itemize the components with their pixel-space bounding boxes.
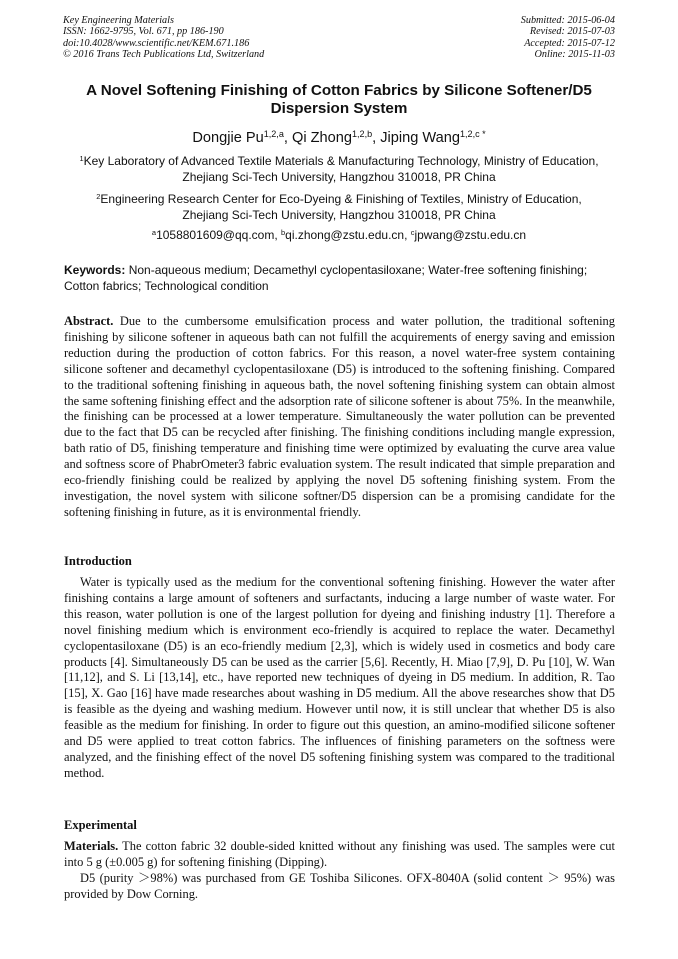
keywords	[64, 263, 615, 295]
email-list: $^a$1058801609@qq.com, $^b$qi.zhong@zstu.edu.cn, $^c$jpwang@zstu.edu.cn	[151, 227, 527, 242]
materials-label: Materials.	[64, 839, 119, 853]
author-list: Dongjie Pu$^{1,2,a}$, Qi Zhong$^{1,2,b}$, Jiping Wang$^{1,2,c *}$	[192, 129, 486, 146]
submitted-date: Submitted: 2015-06-04	[520, 15, 615, 26]
copyright-line: © 2016 Trans Tech Publications Ltd, Switzerland	[63, 48, 265, 60]
author-name: Jiping Wang	[380, 130, 461, 146]
affiliation	[40, 192, 638, 223]
doi-line[interactable]: doi:10.4028/www.scientific.net/KEM.671.186	[63, 37, 250, 49]
materials-paragraph-2: D5 (purity ＞98%) was purchased from GE Toshiba Silicones. OFX-8040A (solid content ＞ 95%) was provided by Dow Corning.	[64, 871, 615, 901]
author-affiliation-mark: 1,2,b	[352, 129, 373, 140]
affiliation-number: 1	[79, 153, 84, 163]
email-address[interactable]: 1058801609@qq.com	[156, 228, 275, 242]
author-affiliation-mark: 1,2,c *	[460, 129, 486, 140]
section-heading-introduction: Introduction	[64, 554, 132, 568]
author-affiliation-mark: 1,2,a	[263, 129, 284, 140]
revised-date: Revised: 2015-07-03	[529, 26, 615, 38]
journal-name: Key Engineering Materials	[63, 15, 174, 26]
email-mark: b	[281, 227, 286, 237]
issn-line: ISSN: 1662-9795, Vol. 671, pp 186-190	[63, 26, 224, 38]
section-heading-experimental: Experimental	[64, 818, 137, 832]
affiliation-line: Engineering Research Center for Eco-Dyeing & Finishing of Textiles, Ministry of Education,	[100, 192, 582, 206]
affiliation-line: Zhejiang Sci-Tech University, Hangzhou 310018, PR China	[182, 169, 496, 184]
materials-text: The cotton fabric 32 double-sided knitted without any finishing was used. The samples were cut into 5 g (±0.005 g) for softening finishing (Dipping).	[64, 839, 615, 869]
author-name: Dongjie Pu	[192, 130, 264, 146]
affiliation-line: Zhejiang Sci-Tech University, Hangzhou 310018, PR China	[182, 207, 496, 222]
journal-header-right	[521, 15, 615, 60]
online-date: Online: 2015-11-03	[534, 48, 615, 60]
paper-title: A Novel Softening Finishing of Cotton Fabrics by Silicone Softener/D5 Dispersion System	[86, 82, 592, 117]
abstract-text: Due to the cumbersome emulsification process and water pollution, the traditional softening finishing by silicone softener in aqueous bath can not fulfill the acquirements of energy saving and emission reduction during the production of cotton fabrics. For this reason, a novel water-free system containing silicone softener and decamethyl cyclopentasiloxane (D5) is introduced to the softening finishing. Compared to the traditional softening finishing in aqueous bath, the novel softening finishing system can obtain almost the same softening finishing effect and the adsorption rate of silicone softener is about 75%. In the meanwhile, the finishing can be processed at a lower temperature. Simultaneously the water pollution can be prevented due to the fact that D5 can be recycled after finishing. The finishing conditions including mangle expression, bath ratio of D5, finishing temperature and finishing time were optimized by evaluating the curve area value and softness score of PhabrOmeter3 fabric evaluation system. The result indicated that simple preparation and eco-friendly finishing could be realized by applying the novel D5 softening finishing system. From the investigation, the novel system with silicone softner/D5 dispersion can be a promising candidate for the softening finishing in future, as it is environmental friendly.	[64, 314, 615, 519]
affiliation	[40, 154, 638, 185]
abstract	[64, 314, 615, 521]
affiliation-number: 2	[96, 191, 101, 201]
author-name: Qi Zhong	[291, 130, 352, 146]
introduction-paragraph: Water is typically used as the medium for the conventional softening finishing. However the water after finishing contains a large amount of softeners and surfactants, inducing a large number of waste water. For this reason, water pollution is one of the largest pollution for dyeing and finishing industry [1]. Therefore a novel finishing medium which is environment eco-friendly is acquired to replace the water. Decamethyl cyclopentasiloxane (D5) is an eco-friendly medium [2,3], which is widely used in cosmetics and body care products [4]. Simultaneously D5 can be used as the carrier [5,6]. Recently, H. Miao [7,9], D. Pu [10], W. Wan [11,12], and S. Li [13,14], etc., have reported new techniques of dyeing in D5 medium. In addition, R. Tao [15], X. Gao [16] have made researches about washing in D5 medium. All the above researches show that D5 is feasible as the dyeing and washing medium. However until now, it is still unclear that whether D5 is also feasible as the medium for finishing. In order to figure out this question, an amino-modified silicone softener and D5 were applied to treat cotton fabrics. The influences of finishing parameters on the softness were analyzed, and the finishing effect of the novel D5 softening finishing system was compared to the traditional method.	[64, 575, 615, 780]
affiliation-line: Key Laboratory of Advanced Textile Materials & Manufacturing Technology, Ministry of Education,	[83, 154, 599, 168]
journal-header-left	[63, 15, 264, 60]
abstract-label: Abstract.	[64, 314, 114, 328]
email-address[interactable]: jpwang@zstu.edu.cn	[414, 228, 527, 242]
email-mark: a	[151, 227, 157, 237]
email-address[interactable]: qi.zhong@zstu.edu.cn	[285, 228, 405, 242]
keywords-text: Non-aqueous medium; Decamethyl cyclopentasiloxane; Water-free softening finishing; Cotton fabrics; Technological condition	[64, 263, 588, 293]
keywords-label: Keywords:	[64, 263, 126, 277]
materials-paragraph	[64, 839, 615, 871]
accepted-date: Accepted: 2015-07-12	[524, 37, 615, 49]
email-mark: c	[410, 227, 415, 237]
